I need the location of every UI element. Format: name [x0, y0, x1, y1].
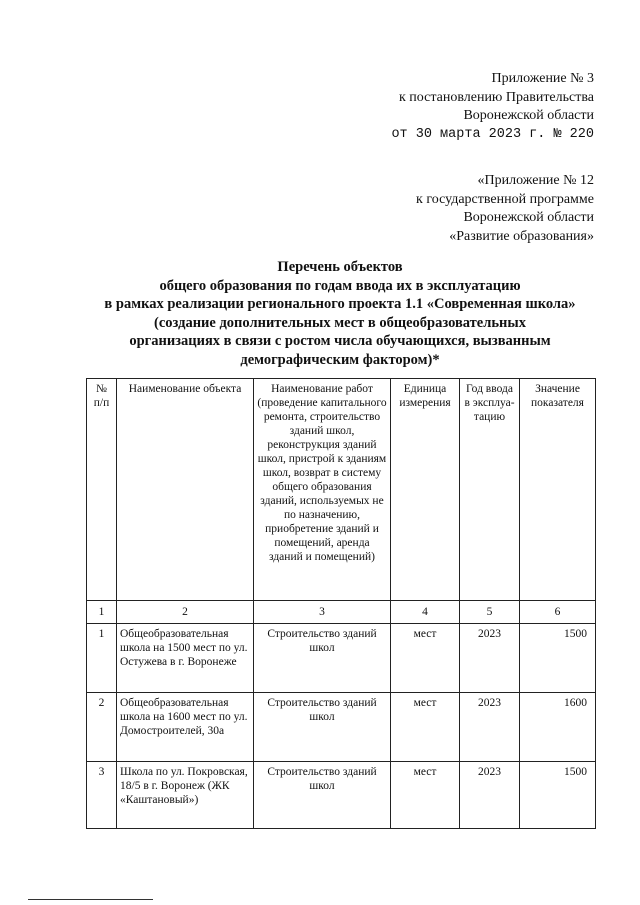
title-line: организациях в связи с ростом числа обучающихся, вызванным: [129, 333, 551, 349]
row-value: 1600: [520, 693, 596, 762]
column-number: 6: [520, 601, 596, 624]
column-number: 5: [460, 601, 520, 624]
appendix-resolution: к постановлению Правительства: [398, 89, 594, 105]
header-number: № п/п: [87, 379, 117, 601]
objects-table: [86, 378, 596, 829]
row-works-name: Строительство зданий школ: [254, 693, 391, 762]
program-appendix-number: «Приложение № 12: [477, 173, 594, 188]
column-number: 4: [391, 601, 460, 624]
column-number: 3: [254, 601, 391, 624]
row-value: 1500: [520, 762, 596, 829]
program-reference: к государственной программе: [416, 191, 594, 207]
row-number: 1: [87, 624, 117, 693]
header-works-name: Наименование работ (проведение капитального ремонта, строительство зданий школ, реконструкция зданий школ, пристрой к зданиям школ, возврат в систему общего образования зданий, используемых не по назначению, приобретение зданий и помещений, аренда зданий и помещений): [254, 379, 391, 601]
title-line: в рамках реализации регионального проекта 1.1 «Современная школа»: [104, 296, 576, 312]
row-year: 2023: [460, 624, 520, 693]
row-object-name: Общеобразовательная школа на 1600 мест по ул. Домостроителей, 30а: [117, 693, 254, 762]
program-name: «Развитие образования»: [449, 228, 594, 244]
row-works-name: Строительство зданий школ: [254, 762, 391, 829]
title-line: (создание дополнительных мест в общеобразовательных: [154, 314, 526, 331]
header-value: Значение показателя: [520, 379, 596, 601]
footnote-divider: [28, 899, 153, 900]
column-number: 1: [87, 601, 117, 624]
column-number: 2: [117, 601, 254, 624]
title-line: демографическим фактором)*: [240, 351, 440, 368]
row-object-name: Школа по ул. Покровская, 18/5 в г. Воронеж (ЖК «Каштановый»): [117, 762, 254, 829]
row-unit: мест: [391, 762, 460, 829]
header-object-name: Наименование объекта: [117, 379, 254, 601]
appendix-number: Приложение № 3: [491, 71, 594, 86]
title-line: Перечень объектов: [277, 259, 403, 275]
document-title: [60, 258, 620, 369]
column-number-row: [87, 601, 596, 624]
appendix-header: [391, 70, 594, 144]
header-unit: Единица измерения: [391, 379, 460, 601]
header-year: Год ввода в эксплуа-тацию: [460, 379, 520, 601]
row-works-name: Строительство зданий школ: [254, 624, 391, 693]
table-row: [87, 693, 596, 762]
row-value: 1500: [520, 624, 596, 693]
row-unit: мест: [391, 624, 460, 693]
row-object-name: Общеобразовательная школа на 1500 мест по ул. Остужева в г. Воронеже: [117, 624, 254, 693]
title-line: общего образования по годам ввода их в эксплуатацию: [159, 277, 521, 294]
row-number: 3: [87, 762, 117, 829]
row-year: 2023: [460, 762, 520, 829]
row-unit: мест: [391, 693, 460, 762]
program-header: [416, 172, 594, 246]
table-row: [87, 624, 596, 693]
program-region: Воронежской области: [463, 210, 594, 225]
appendix-date: от 30 марта 2023 г. № 220: [391, 126, 594, 142]
table-header-row: [87, 379, 596, 601]
row-year: 2023: [460, 693, 520, 762]
table-row: [87, 762, 596, 829]
appendix-region: Воронежской области: [463, 108, 594, 123]
row-number: 2: [87, 693, 117, 762]
